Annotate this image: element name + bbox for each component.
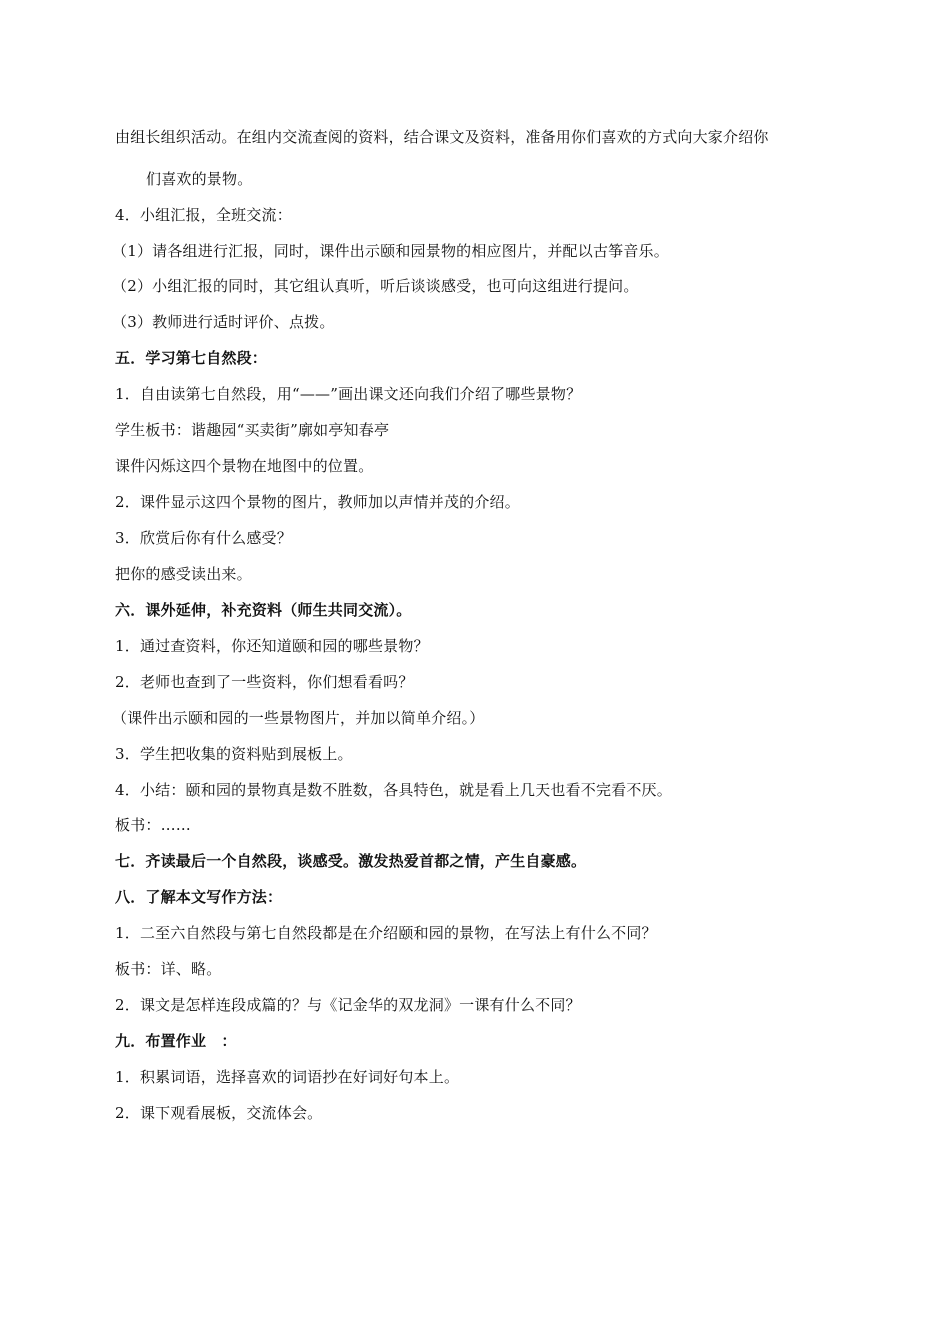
list-item: 4．小结：颐和园的景物真是数不胜数，各具特色，就是看上几天也看不完看不厌。 (115, 781, 672, 799)
list-item: 4．小组汇报，全班交流： (115, 206, 292, 224)
paragraph-line: 学生板书：谐趣园“买卖街”廓如亭知春亭 (115, 421, 390, 439)
paragraph-line: 把你的感受读出来。 (115, 565, 252, 583)
list-item: 1．自由读第七自然段，用“——”画出课文还向我们介绍了哪些景物？ (115, 385, 582, 403)
paragraph-line: 由组长组织活动。在组内交流查阅的资料，结合课文及资料，准备用你们喜欢的方式向大家介绍你 (115, 128, 769, 146)
list-item: 1．积累词语，选择喜欢的词语抄在好词好句本上。 (115, 1068, 460, 1086)
section-heading: 七．齐读最后一个自然段，谈感受。激发热爱首都之情，产生自豪感。 (115, 852, 587, 870)
list-item: 3．学生把收集的资料贴到展板上。 (115, 745, 353, 763)
section-heading: 五．学习第七自然段： (115, 349, 268, 367)
paragraph-line: 板书：详、略。 (115, 960, 222, 978)
list-item: 1．二至六自然段与第七自然段都是在介绍颐和园的景物，在写法上有什么不同？ (115, 924, 657, 942)
list-item: （2）小组汇报的同时，其它组认真听，听后谈谈感受，也可向这组进行提问。 (112, 277, 639, 295)
list-item: （1）请各组进行汇报，同时，课件出示颐和园景物的相应图片，并配以古筝音乐。 (112, 242, 669, 260)
list-item: 2．老师也查到了一些资料，你们想看看吗？ (115, 673, 414, 691)
section-heading: 八．了解本文写作方法： (115, 888, 283, 906)
list-item: 1．通过查资料，你还知道颐和园的哪些景物？ (115, 637, 429, 655)
list-item: 2．课文是怎样连段成篇的？与《记金华的双龙洞》一课有什么不同？ (115, 996, 581, 1014)
paragraph-line: 板书：…… (115, 816, 192, 834)
section-heading: 九．布置作业 ： (115, 1032, 237, 1050)
list-item: （3）教师进行适时评价、点拨。 (112, 313, 335, 331)
paragraph-line: 课件闪烁这四个景物在地图中的位置。 (115, 457, 374, 475)
paragraph-line: （课件出示颐和园的一些景物图片，并加以简单介绍。） (112, 709, 485, 727)
list-item: 3．欣赏后你有什么感受？ (115, 529, 292, 547)
section-heading: 六．课外延伸，补充资料（师生共同交流）。 (115, 601, 412, 619)
list-item: 2．课件显示这四个景物的图片，教师加以声情并茂的介绍。 (115, 493, 520, 511)
list-item: 2．课下观看展板，交流体会。 (115, 1104, 323, 1122)
paragraph-line: 们喜欢的景物。 (146, 170, 253, 188)
